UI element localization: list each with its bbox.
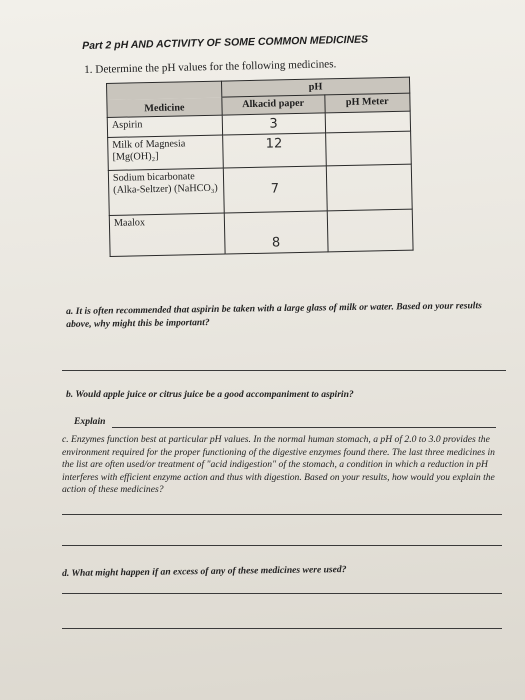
- question-a: a. It is often recommended that aspirin be taken with a large glass of milk or water. Based on your results above, why might this be important?: [66, 300, 482, 330]
- question-c: c. Enzymes function best at particular pH values. In the normal human stomach, a pH of 2.0 to 3.0 provides the environment required for the proper functioning of the digestive enzymes found there. The last three medicines in the list are often used/or treatment of "acid indigestion" of the stomach, a condition in which a reduction in pH interferes with efficient enzyme action and thus with digestion. Based on your results, how would you explain the action of these medicines?: [62, 434, 495, 495]
- medicine-cell: Maalox: [109, 213, 225, 256]
- ph-meter-column-header: pH Meter: [324, 93, 410, 112]
- alkacid-value: 12: [222, 132, 325, 167]
- explain-label: Explain: [74, 416, 106, 427]
- ph-meter-value: [325, 131, 411, 166]
- ph-meter-value: [326, 164, 412, 211]
- ph-meter-value: [327, 209, 413, 252]
- ph-group-header: pH: [221, 77, 409, 97]
- alkacid-column-header: Alkacid paper: [222, 95, 325, 115]
- medicine-cell: Milk of Magnesia [Mg(OH)₂]: [108, 135, 223, 170]
- ph-meter-value: [325, 111, 411, 133]
- medicine-cell: Aspirin: [107, 115, 222, 137]
- question-b: b. Would apple juice or citrus juice be a good accompaniment to aspirin?: [66, 389, 354, 400]
- medicine-ph-table: [106, 77, 414, 257]
- answer-line[interactable]: [62, 545, 502, 546]
- alkacid-value: 8: [224, 210, 328, 253]
- question-1: 1. Determine the pH values for the following medicines.: [84, 58, 337, 76]
- answer-line[interactable]: [62, 628, 502, 629]
- alkacid-value: 7: [223, 165, 327, 212]
- page-title: Part 2 pH AND ACTIVITY OF SOME COMMON MEDICINES: [82, 33, 369, 52]
- medicine-cell: Sodium bicarbonate (Alka-Seltzer) (NaHCO₃): [108, 168, 224, 215]
- answer-line[interactable]: [62, 593, 502, 594]
- medicine-column-header: Medicine: [107, 97, 222, 117]
- alkacid-value: 3: [222, 112, 325, 134]
- question-d: d. What might happen if an excess of any of these medicines were used?: [62, 564, 347, 579]
- answer-line[interactable]: [62, 370, 506, 371]
- answer-line[interactable]: [112, 427, 496, 428]
- table-row: [109, 209, 413, 256]
- answer-line[interactable]: [62, 514, 502, 515]
- table-row: [108, 164, 412, 215]
